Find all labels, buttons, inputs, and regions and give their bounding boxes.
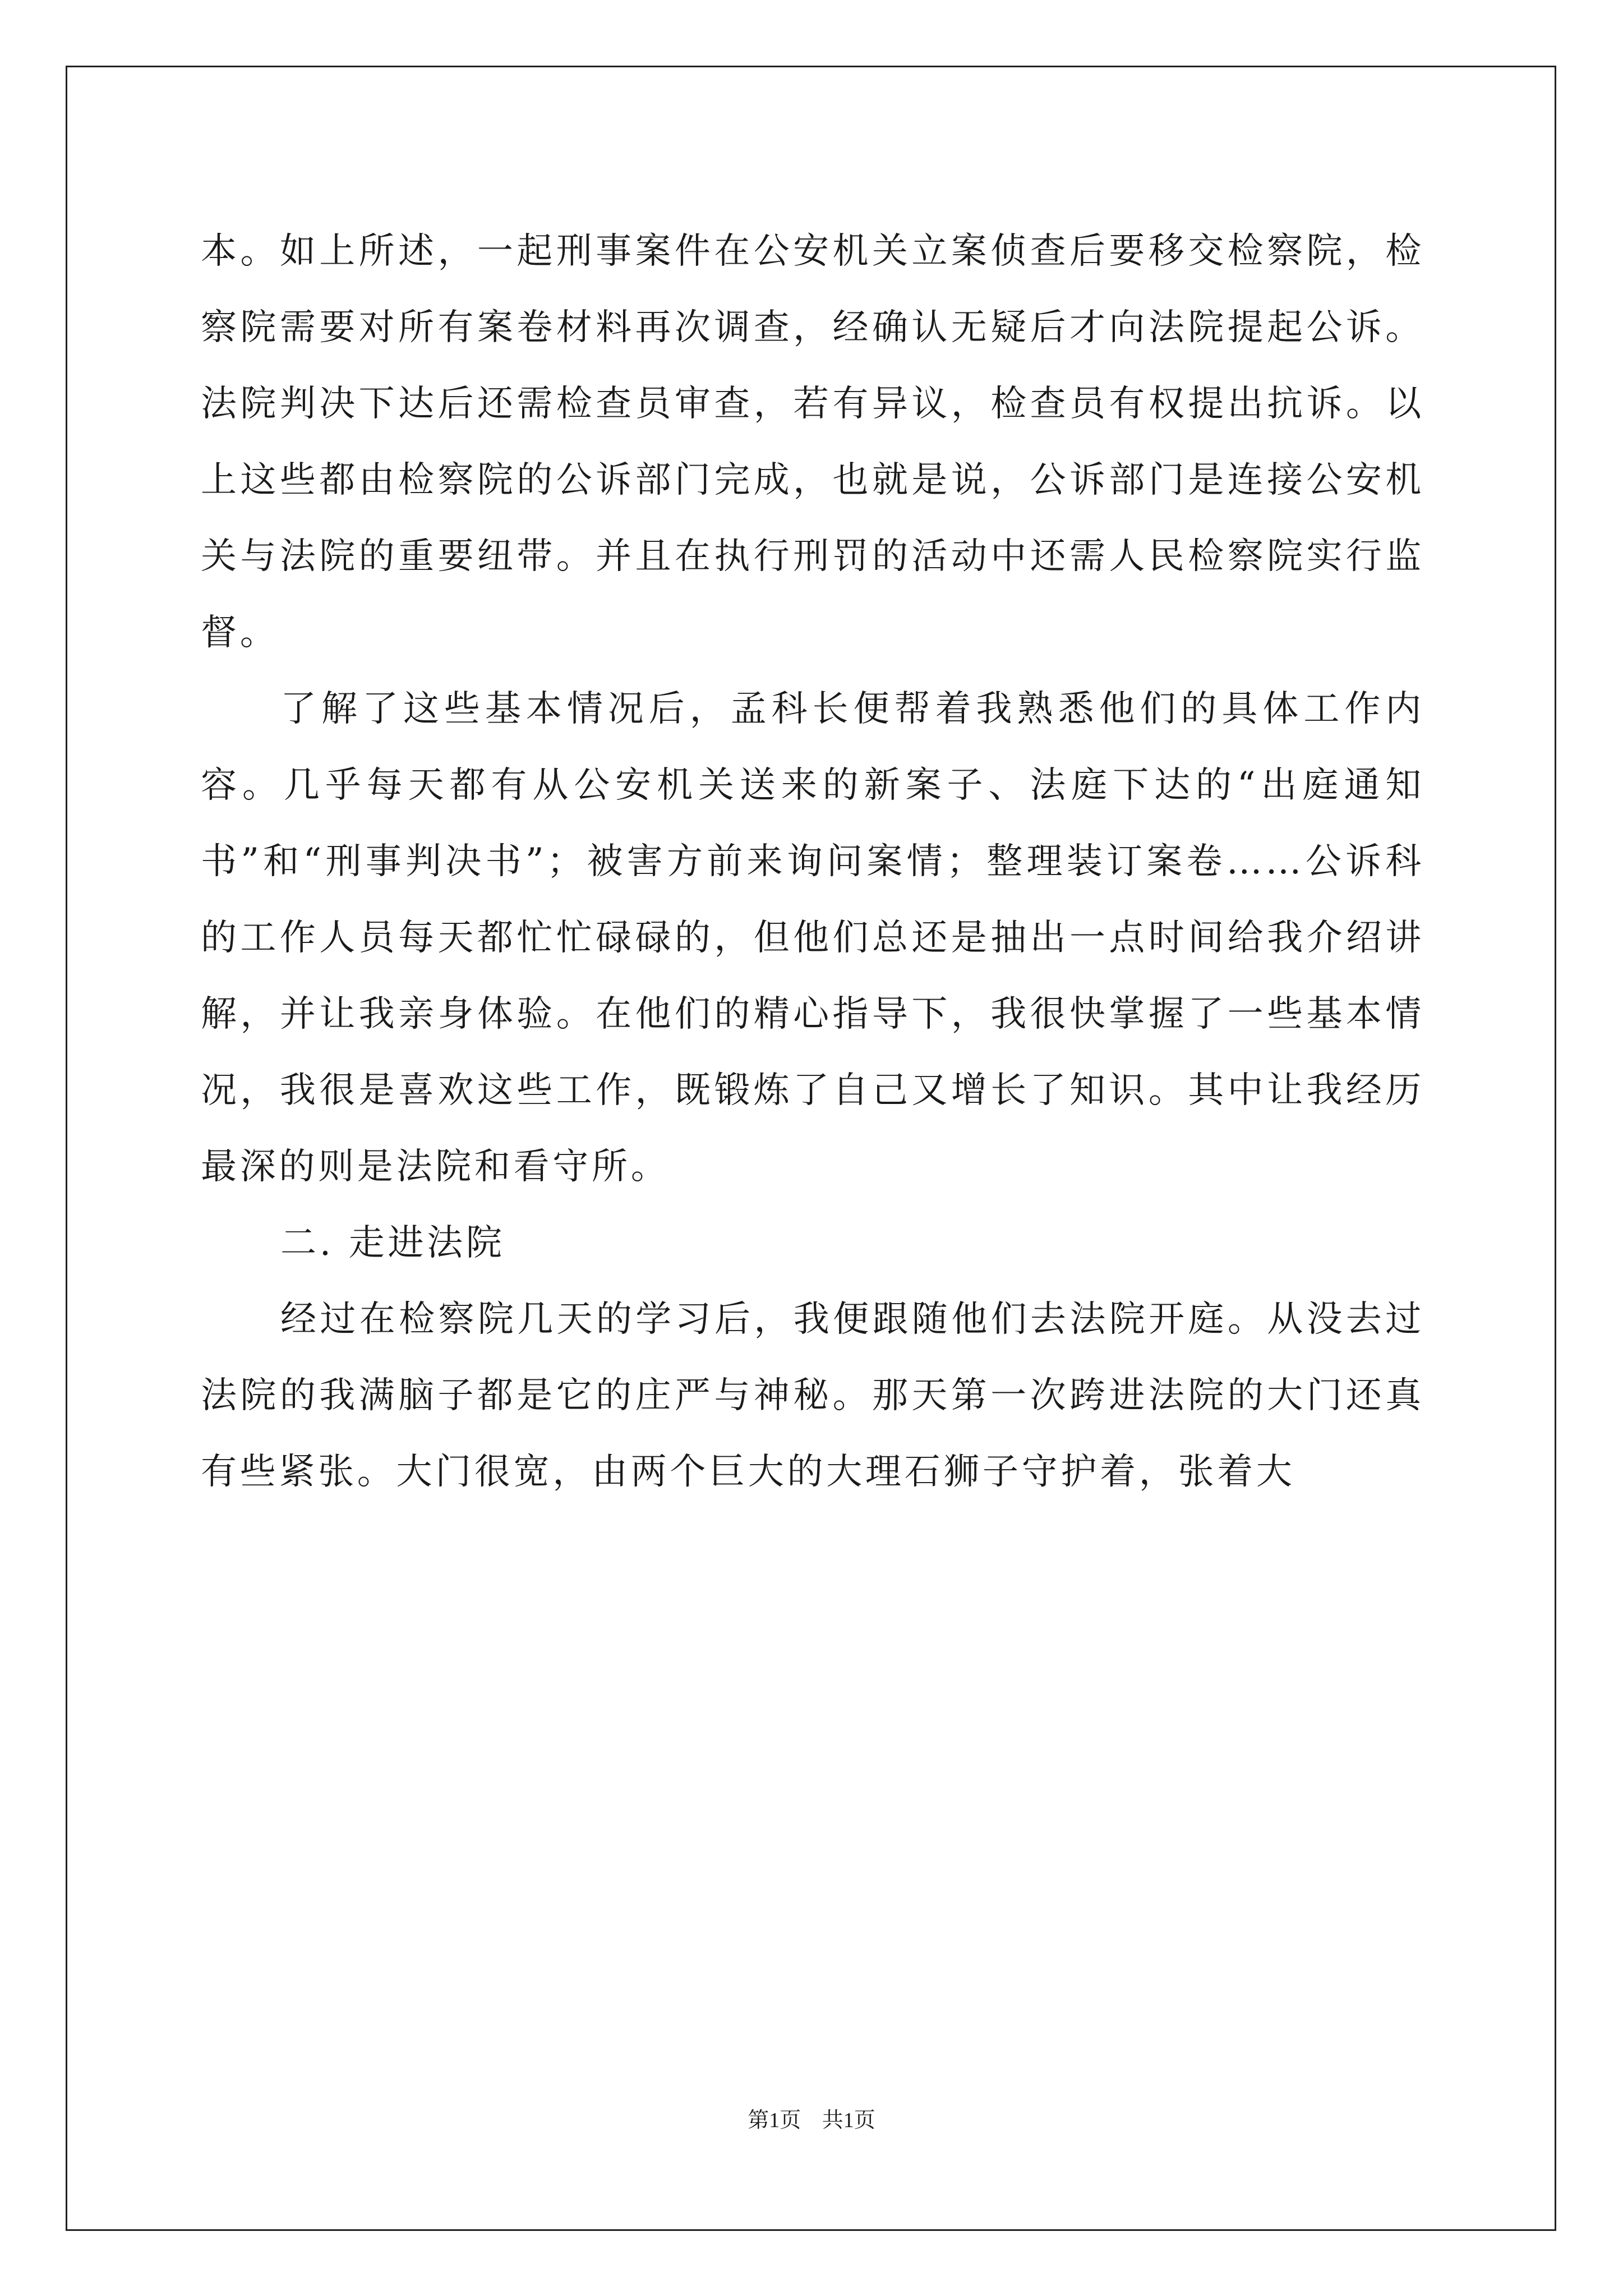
section-heading: 二. 走进法院 xyxy=(280,1222,505,1264)
paragraph-3: 经过在检察院几天的学习后，我便跟随他们去法院开庭。从没去过法院的我满脑子都是它的庄严与神秘。那天第一次跨进法院的大门还真有些紧张。大门很宽，由两个巨大的大理石狮子守护着，张着大 xyxy=(201,1299,1424,1493)
document-body xyxy=(201,213,1424,1510)
page-number: 第1页 xyxy=(748,2109,801,2132)
page-total: 共1页 xyxy=(822,2109,875,2132)
paragraph-1: 本。如上所述，一起刑事案件在公安机关立案侦查后要移交检察院，检察院需要对所有案卷材料再次调查，经确认无疑后才向法院提起公诉。法院判决下达后还需检查员审查，若有异议，检查员有权提出抗诉。以上这些都由检察院的公诉部门完成，也就是说，公诉部门是连接公安机关与法院的重要纽带。并且在执行刑罚的活动中还需人民检察院实行监督。 xyxy=(201,231,1424,654)
page-footer xyxy=(0,2102,1623,2133)
paragraph-2: 了解了这些基本情况后，孟科长便帮着我熟悉他们的具体工作内容。几乎每天都有从公安机关送来的新案子、法庭下达的“出庭通知书”和“刑事判决书”；被害方前来询问案情；整理装订案卷……公诉科的工作人员每天都忙忙碌碌的，但他们总还是抽出一点时间给我介绍讲解，并让我亲身体验。在他们的精心指导下，我很快掌握了一些基本情况，我很是喜欢这些工作，既锻炼了自己又增长了知识。其中让我经历最深的则是法院和看守所。 xyxy=(201,688,1424,1188)
